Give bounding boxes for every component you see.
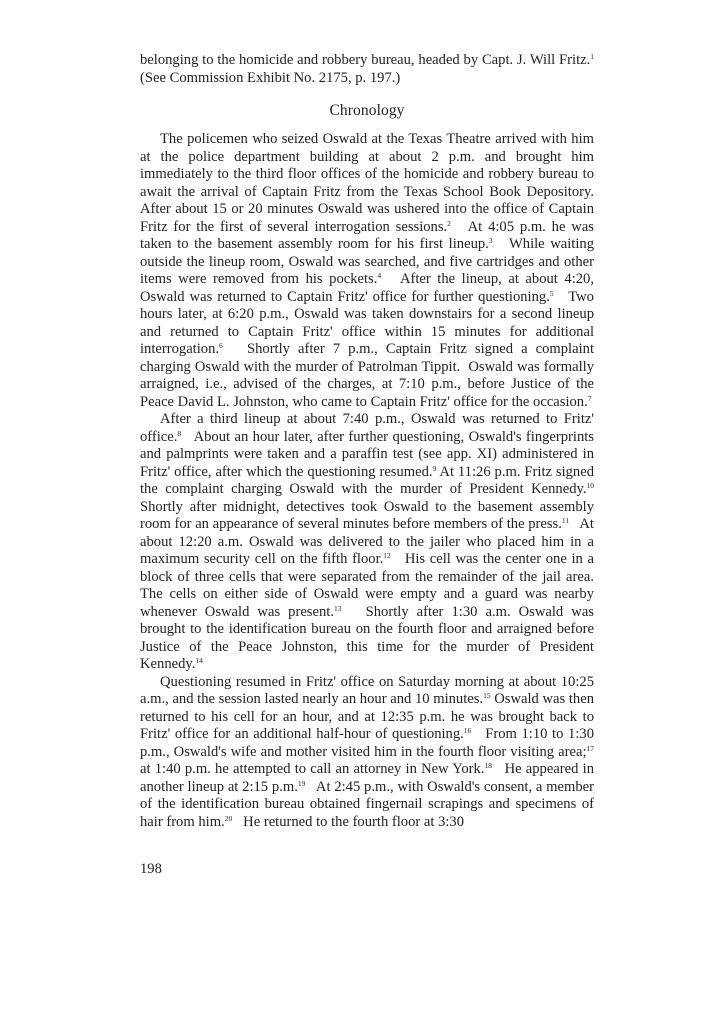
footnote-marker: 3	[488, 236, 493, 245]
body-paragraph	[140, 673, 598, 832]
paragraph-text: From 1:10 to 1:30 p.m., Oswald's wife and mother visited him in the fourth floor visiting area;	[140, 726, 598, 760]
paragraph-text: Questioning resumed in Fritz' office on Saturday morning at about 10:25 a.m., and the session lasted nearly an hour and 10 minutes.	[140, 673, 598, 707]
paragraph-text: (See Commission Exhibit No. 2175, p. 197.)	[140, 52, 605, 86]
paragraph-text: He returned to the fourth floor at 3:30	[232, 813, 465, 830]
body-text	[140, 131, 605, 831]
paragraph-text: Shortly after 1:30 a.m. Oswald was brought to the identification bureau on the fourth floor and arraigned before Justice of the Peace Johnston, this time for the murder of President Kennedy.	[140, 603, 598, 672]
footnote-marker: 4	[377, 271, 382, 280]
paragraph-text: At 2:45 p.m., with Oswald's consent, a member of the identification bureau obtained fingernail scrapings and specimens of hair from him.	[140, 778, 598, 830]
paragraph-continuation	[140, 52, 605, 87]
footnote-marker: 17	[586, 743, 594, 753]
footnote-marker: 18	[484, 761, 492, 770]
paragraph-text: The policemen who seized Oswald at the Texas Theatre arrived with him at the police department building at about 2 p.m. and brought him immediately to the third floor offices of the homicide and robbery bureau to await the arrival of Captain Fritz from the Texas School Book Depository. After about 15 or 20 minutes Oswald was ushered into the office of Captain Fritz for the first of several interrogation sessions.	[140, 131, 605, 235]
paragraph-text: While waiting outside the lineup room, Oswald was searched, and five cartridges and other items were removed from his pockets.	[140, 236, 598, 287]
body-paragraph	[140, 131, 605, 411]
footnote-marker: 5	[549, 288, 554, 298]
paragraph-text: belonging to the homicide and robbery bureau, headed by Capt. J. Will Fritz.	[140, 52, 591, 68]
paragraph-text: At 11:26 p.m. Fritz signed the complaint charging Oswald with the murder of President Kennedy.	[140, 463, 598, 497]
section-heading: Chronology	[329, 102, 405, 119]
footnote-marker: 15	[483, 691, 491, 700]
paragraph-text: at 1:40 p.m. he attempted to call an attorney in New York.	[140, 743, 598, 777]
paragraph-text: He appeared in another lineup at 2:15 p.m.	[140, 761, 598, 795]
paragraph-text: His cell was the center one in a block of three cells that were separated from the remainder of the jail area. The cells on either side of Oswald were empty and a guard was nearby whenever Oswald was present.	[140, 551, 598, 620]
footnote-marker: 6	[219, 341, 223, 350]
footnote-marker: 12	[383, 551, 391, 560]
paragraph-text: After a third lineup at about 7:40 p.m., Oswald was returned to Fritz' office.	[140, 411, 598, 445]
paragraph-text: About an hour later, after further questioning, Oswald's fingerprints and palmprints were taken and a paraffin test (see app. XI) administered in Fritz' office, after which the questioning resumed.	[140, 428, 598, 480]
footnote-marker: 8	[177, 428, 182, 438]
footnote-marker: 7	[587, 393, 592, 403]
opening-paragraph	[140, 52, 605, 87]
footnote-marker: 20	[224, 813, 233, 823]
footnote-marker: 14	[195, 656, 203, 665]
body-paragraph	[140, 411, 605, 674]
page-number: 198	[140, 861, 162, 877]
footnote-marker: 13	[333, 603, 342, 613]
paragraph-text: After the lineup, at about 4:20, Oswald was returned to Captain Fritz' office for further questioning.	[140, 271, 598, 305]
footnote-marker: 16	[463, 726, 472, 735]
footnote-marker: 2	[447, 218, 451, 228]
paragraph-text: Shortly after midnight, detectives took Oswald to the basement assembly room for an appearance of several minutes before members of the press.	[140, 481, 605, 532]
paragraph-text: Oswald was then returned to his cell for an hour, and at 12:35 p.m. he was brought back to Fritz' office for an additional half-hour of questioning.	[140, 691, 598, 742]
paragraph-text: At 4:05 p.m. he was taken to the basement assembly room for his first lineup.	[140, 218, 598, 252]
paragraph-text: At about 12:20 a.m. Oswald was delivered to the jailer who placed him in a maximum security cell on the fifth floor.	[140, 516, 598, 567]
footnote-marker: 19	[297, 778, 306, 788]
paragraph-text: Shortly after 7 p.m., Captain Fritz signed a complaint charging Oswald with the murder of Patrolman Tippit. Oswald was formally arraigned, i.e., advised of the charges, at 7:10 p.m., before Justice of the Peace David L. Johnston, who came to Captain Fritz' office for the occasion.	[140, 341, 598, 410]
paragraph-text: Two hours later, at 6:20 p.m., Oswald was taken downstairs for a second lineup and returned to Captain Fritz' office within 15 minutes for additional interrogation.	[140, 288, 598, 357]
footnote-marker: 1	[590, 52, 594, 61]
footnote-marker: 10	[586, 481, 594, 490]
footnote-marker: 9	[432, 463, 437, 473]
footnote-marker: 11	[561, 516, 570, 525]
